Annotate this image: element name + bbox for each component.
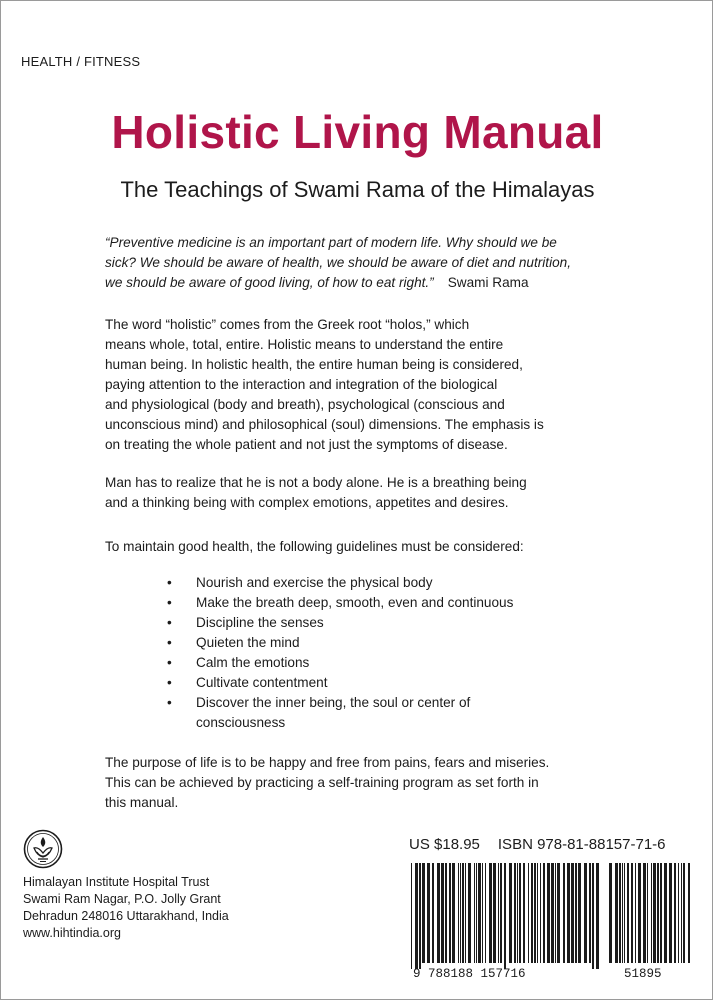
paragraph-guidelines-intro: [105, 537, 645, 557]
barcode-bar: [411, 863, 412, 969]
barcode-bar: [462, 863, 464, 963]
barcode-bar: [664, 863, 667, 963]
bullet-icon: •: [167, 655, 172, 670]
barcode-bar: [681, 863, 682, 963]
paragraph-line: this manual.: [105, 795, 179, 810]
barcode-bar: [437, 863, 440, 963]
paragraph-purpose: [105, 753, 645, 813]
quote-author: Swami Rama: [447, 275, 529, 290]
quote: [105, 233, 625, 293]
barcode-bar: [504, 863, 506, 969]
barcode-bar: [489, 863, 492, 963]
list-item-text: Cultivate contentment: [196, 675, 328, 690]
barcode-bar: [422, 863, 425, 963]
list-item-text: Discover the inner being, the soul or center of consciousness: [196, 695, 471, 730]
barcode-bar: [460, 863, 461, 963]
bullet-icon: •: [167, 695, 172, 710]
barcode-bar: [627, 863, 629, 963]
paragraph-breathing-being: [105, 473, 645, 513]
barcode-bar: [485, 863, 486, 963]
list-item: [167, 593, 587, 613]
barcode-bar: [631, 863, 633, 963]
barcode-bar: [514, 863, 516, 963]
address-line: Dehradun 248016 Uttarakhand, India: [23, 909, 229, 923]
barcode-bar: [482, 863, 483, 963]
barcode-bar: [528, 863, 529, 963]
barcode-bar: [452, 863, 455, 963]
barcode-bar: [478, 863, 481, 963]
barcode-bar: [596, 863, 599, 969]
barcode-bar: [476, 863, 477, 963]
barcode-bar: [445, 863, 447, 963]
barcode-bar: [609, 863, 612, 963]
isbn: ISBN 978-81-88157-71-6: [497, 836, 666, 853]
list-item: [167, 693, 527, 733]
barcode-bar: [635, 863, 636, 963]
barcode-bar: [688, 863, 690, 963]
barcode-bar: [589, 863, 591, 963]
book-subtitle: The Teachings of Swami Rama of the Himalayas: [120, 177, 595, 202]
paragraph-line: and a thinking being with complex emotions, appetites and desires.: [105, 495, 509, 510]
barcode-bar: [669, 863, 672, 963]
bullet-icon: •: [167, 675, 172, 690]
list-item-text: Discipline the senses: [196, 615, 324, 630]
barcode-bar: [578, 863, 581, 963]
address-line: Swami Ram Nagar, P.O. Jolly Grant: [23, 892, 221, 906]
barcode-bar: [653, 863, 656, 963]
paragraph-line: The word “holistic” comes from the Greek root “holos,” which: [105, 317, 470, 332]
barcode-bar: [678, 863, 679, 963]
paragraph-line: on treating the whole patient and not just the symptoms of disease.: [105, 437, 508, 452]
barcode-bar: [547, 863, 550, 963]
list-item: [167, 653, 587, 673]
paragraph-line: Man has to realize that he is not a body alone. He is a breathing being: [105, 475, 527, 490]
barcode-bar: [683, 863, 685, 963]
paragraph-line: This can be achieved by practicing a self-training program as set forth in: [105, 775, 539, 790]
barcode-bar: [465, 863, 466, 963]
barcode-bar: [517, 863, 518, 963]
himalayan-institute-logo-icon: [23, 829, 63, 869]
list-item: [167, 673, 587, 693]
list-item: [167, 573, 587, 593]
barcode-bar: [571, 863, 574, 963]
quote-line: “Preventive medicine is an important part of modern life. Why should we be: [105, 235, 557, 250]
barcode-bar: [575, 863, 577, 963]
barcode-bar: [537, 863, 538, 963]
barcode-bar: [638, 863, 641, 963]
barcode-bar: [419, 863, 421, 969]
barcode-bar: [647, 863, 648, 963]
list-item: [167, 613, 587, 633]
guidelines-list: [167, 573, 587, 733]
barcode-bar: [674, 863, 676, 963]
barcode-bar: [567, 863, 570, 963]
price-isbn-row: [409, 836, 666, 853]
list-item-text: Quieten the mind: [196, 635, 300, 650]
barcode-bar: [509, 863, 512, 963]
barcode-bar: [592, 863, 594, 969]
barcode-bar: [551, 863, 554, 963]
bullet-icon: •: [167, 575, 172, 590]
paragraph-line: unconscious mind) and philosophical (soul) dimensions. The emphasis is: [105, 417, 544, 432]
quote-line-text: we should be aware of good living, of how to eat right.”: [105, 275, 434, 290]
barcode-bar: [519, 863, 521, 963]
barcode-bar: [449, 863, 451, 963]
barcode-bar: [557, 863, 560, 963]
barcode-bar: [543, 863, 545, 963]
category-label: HEALTH / FITNESS: [21, 54, 141, 69]
barcode-bar: [651, 863, 652, 963]
barcode-bar: [643, 863, 646, 963]
barcode-bar: [523, 863, 525, 963]
barcode-main-bars: [411, 863, 599, 969]
barcode-bar: [468, 863, 471, 963]
barcode-bar: [555, 863, 556, 963]
paragraph-line: The purpose of life is to be happy and free from pains, fears and miseries.: [105, 755, 550, 770]
barcode-main-digits: 9 788188 157716: [413, 967, 526, 981]
price: US $18.95: [409, 836, 480, 853]
barcode-icon: [405, 863, 695, 981]
paragraph-line: To maintain good health, the following guidelines must be considered:: [105, 539, 524, 554]
barcode-bar: [427, 863, 430, 963]
quote-line: sick? We should be aware of health, we should be aware of diet and nutrition,: [105, 255, 571, 270]
publisher-address: [23, 874, 229, 942]
barcode-bar: [622, 863, 623, 963]
bullet-icon: •: [167, 635, 172, 650]
bullet-icon: •: [167, 615, 172, 630]
barcode-bar: [458, 863, 459, 963]
barcode-bar: [534, 863, 536, 963]
barcode-bar: [500, 863, 502, 963]
barcode-bar: [531, 863, 533, 963]
barcode-bar: [493, 863, 496, 963]
barcode-bar: [584, 863, 587, 963]
paragraph-line: paying attention to the interaction and integration of the biological: [105, 377, 498, 392]
list-item-text: Calm the emotions: [196, 655, 310, 670]
barcode-bar: [540, 863, 541, 963]
barcode-bar: [563, 863, 565, 963]
barcode-bar: [615, 863, 618, 963]
barcode-bar: [624, 863, 625, 963]
paragraph-line: means whole, total, entire. Holistic means to understand the entire: [105, 337, 504, 352]
publisher-name: Himalayan Institute Hospital Trust: [23, 875, 210, 889]
barcode-addon-bars: [609, 863, 690, 963]
barcode-bar: [657, 863, 659, 963]
barcode-bar: [415, 863, 418, 969]
barcode-bar: [432, 863, 434, 963]
paragraph-holistic-definition: [105, 315, 645, 455]
barcode-addon-digits: 51895: [624, 967, 662, 981]
bullet-icon: •: [167, 595, 172, 610]
paragraph-line: and physiological (body and breath), psychological (conscious and: [105, 397, 505, 412]
barcode-bar: [619, 863, 621, 963]
paragraph-line: human being. In holistic health, the entire human being is considered,: [105, 357, 523, 372]
list-item-text: Nourish and exercise the physical body: [196, 575, 433, 590]
barcode-bar: [474, 863, 475, 963]
barcode-bar: [441, 863, 444, 963]
website-link[interactable]: www.hihtindia.org: [23, 926, 121, 940]
barcode-bar: [660, 863, 662, 963]
quote-line: [105, 273, 625, 293]
barcode-bar: [498, 863, 499, 963]
book-title: Holistic Living Manual: [111, 106, 604, 158]
list-item: [167, 633, 587, 653]
list-item-text: Make the breath deep, smooth, even and continuous: [196, 595, 514, 610]
